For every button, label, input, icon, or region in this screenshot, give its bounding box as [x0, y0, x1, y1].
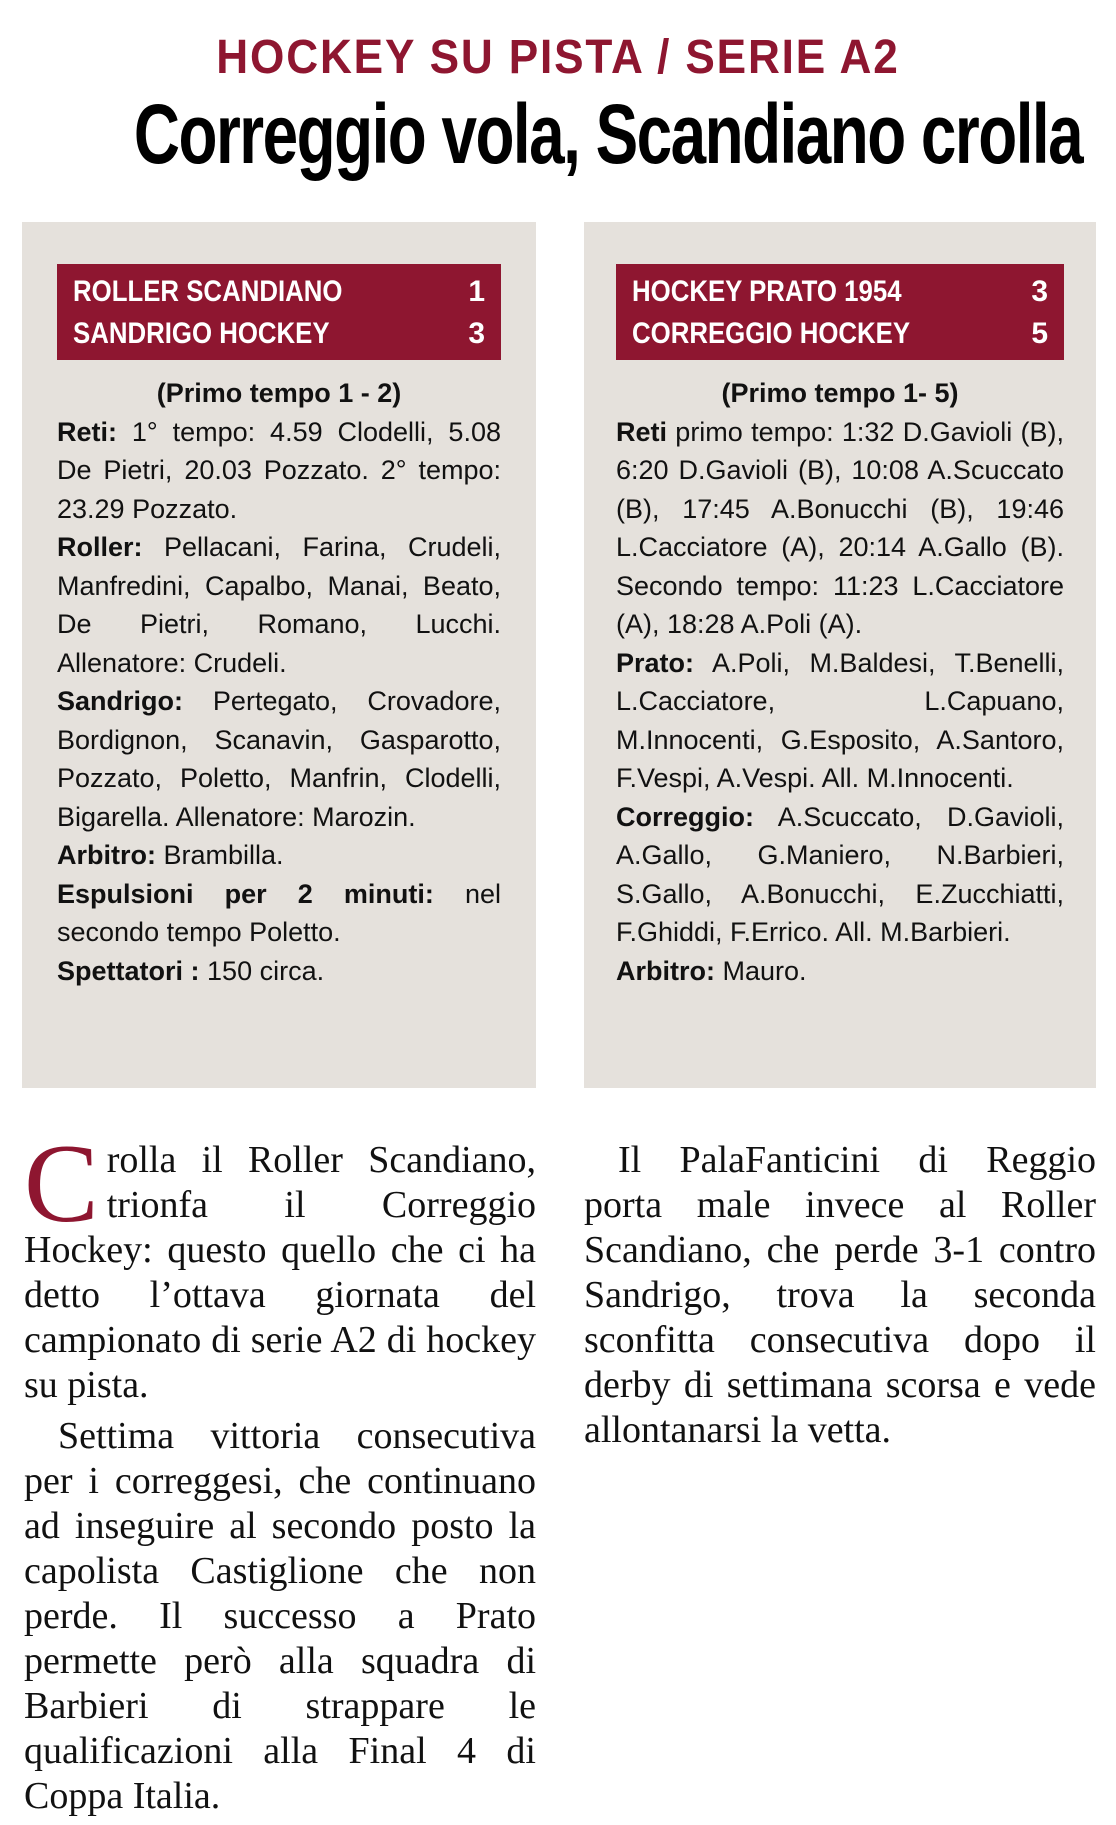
score-row-away [73, 314, 485, 354]
paragraph-text: rolla il Roller Scandiano, trionfa il Correggio Hockey: questo quello che ci ha detto l’ottava giornata del campionato di serie A2 di hockey su pista. [24, 1139, 536, 1406]
team-score: 1 [468, 275, 485, 308]
sandrigo-text: Pertegato, Crovadore, Bordignon, Scanavin, Gasparotto, Pozzato, Poletto, Manfrin, Clodelli, Bigarella. Allenatore: Marozin. [57, 686, 501, 832]
article-paragraph-2: Settima vittoria consecutiva per i correggesi, che continuano ad inseguire al secondo posto la capolista Castiglione che non perde. Il successo a Prato permette però alla squadra di Barbieri di strappare le qualificazioni alla Final 4 di Coppa Italia. [24, 1415, 536, 1817]
team-score: 5 [1031, 317, 1048, 350]
roller-lineup [57, 528, 501, 682]
match-box-scandiano [22, 222, 536, 1088]
roller-text: Pellacani, Farina, Crudeli, Manfredini, Capalbo, Manai, Beato, De Pietri, Romano, Lucchi. Allenatore: Crudeli. [57, 532, 501, 678]
match-details [616, 374, 1064, 990]
sandrigo-label: Sandrigo: [57, 686, 183, 716]
team-score: 3 [468, 317, 485, 350]
article-paragraph-3: Il PalaFanticini di Reggio porta male invece al Roller Scandiano, che perde 3-1 contro Sandrigo, trova la seconda sconfitta consecutiva dopo il derby di settimana scorsa e vede allontanarsi la vetta. [584, 1139, 1096, 1451]
team-name: HOCKEY PRATO 1954 [632, 275, 902, 308]
goals-text: 1° tempo: 4.59 Clodelli, 5.08 De Pietri, 20.03 Pozzato. 2° tempo: 23.29 Pozzato. [57, 416, 501, 524]
prato-lineup [616, 644, 1064, 798]
spectators-label: Spettatori : [57, 955, 200, 986]
correggio-label: Correggio: [616, 801, 754, 832]
match-box-correggio [584, 222, 1096, 1088]
referee-text: Brambilla. [163, 840, 284, 870]
referee-text: Mauro. [722, 955, 807, 986]
goals-paragraph [57, 413, 501, 529]
article-column-1 [24, 1122, 536, 1825]
expulsions-label: Espulsioni per 2 minuti: [57, 878, 434, 909]
referee [616, 952, 1064, 991]
article-column-2 [584, 1138, 1096, 1459]
score-row-home [632, 272, 1048, 312]
team-score: 3 [1031, 275, 1048, 308]
referee-label: Arbitro: [616, 955, 715, 986]
team-name: SANDRIGO HOCKEY [73, 317, 330, 350]
correggio-lineup [616, 798, 1064, 952]
prato-label: Prato: [616, 647, 695, 678]
sandrigo-lineup [57, 682, 501, 836]
team-name: ROLLER SCANDIANO [73, 275, 343, 308]
goals-label: Reti [616, 416, 668, 447]
drop-cap: C [24, 1122, 99, 1246]
goals-paragraph [616, 413, 1064, 644]
team-name: CORREGGIO HOCKEY [632, 317, 911, 350]
goals-label: Reti: [57, 416, 117, 447]
spectators [57, 952, 501, 991]
roller-label: Roller: [57, 532, 143, 562]
article-paragraph-1 [24, 1122, 536, 1408]
scoreboard [616, 264, 1064, 360]
scoreboard [57, 264, 501, 360]
first-half-score: (Primo tempo 1 - 2) [156, 378, 402, 408]
expulsions [57, 875, 501, 952]
referee-label: Arbitro: [57, 840, 156, 870]
headline: Correggio vola, Scandiano crolla [133, 87, 1083, 181]
kicker: HOCKEY SU PISTA / SERIE A2 [216, 31, 900, 84]
prato-text: A.Poli, M.Baldesi, T.Benelli, L.Cacciatore, L.Capuano, M.Innocenti, G.Esposito, A.Santoro, F.Vespi, A.Vespi. All. M.Innocenti. [616, 647, 1064, 793]
correggio-text: A.Scuccato, D.Gavioli, A.Gallo, G.Maniero, N.Barbieri, S.Gallo, A.Bonucchi, E.Zucchiatti, F.Ghiddi, F.Errico. All. M.Barbieri. [616, 801, 1064, 947]
score-row-away [632, 314, 1048, 354]
expulsions-text: nel secondo tempo Poletto. [57, 878, 501, 947]
referee [57, 836, 501, 875]
spectators-text: 150 circa. [207, 955, 325, 986]
match-details [57, 374, 501, 990]
score-row-home [73, 272, 485, 312]
first-half-score: (Primo tempo 1- 5) [721, 378, 959, 408]
goals-text: primo tempo: 1:32 D.Gavioli (B), 6:20 D.Gavioli (B), 10:08 A.Scuccato (B), 17:45 A.Bonucchi (B), 19:46 L.Cacciatore (A), 20:14 A.Gallo (B). Secondo tempo: 11:23 L.Cacciatore (A), 18:28 A.Poli (A). [616, 416, 1064, 639]
